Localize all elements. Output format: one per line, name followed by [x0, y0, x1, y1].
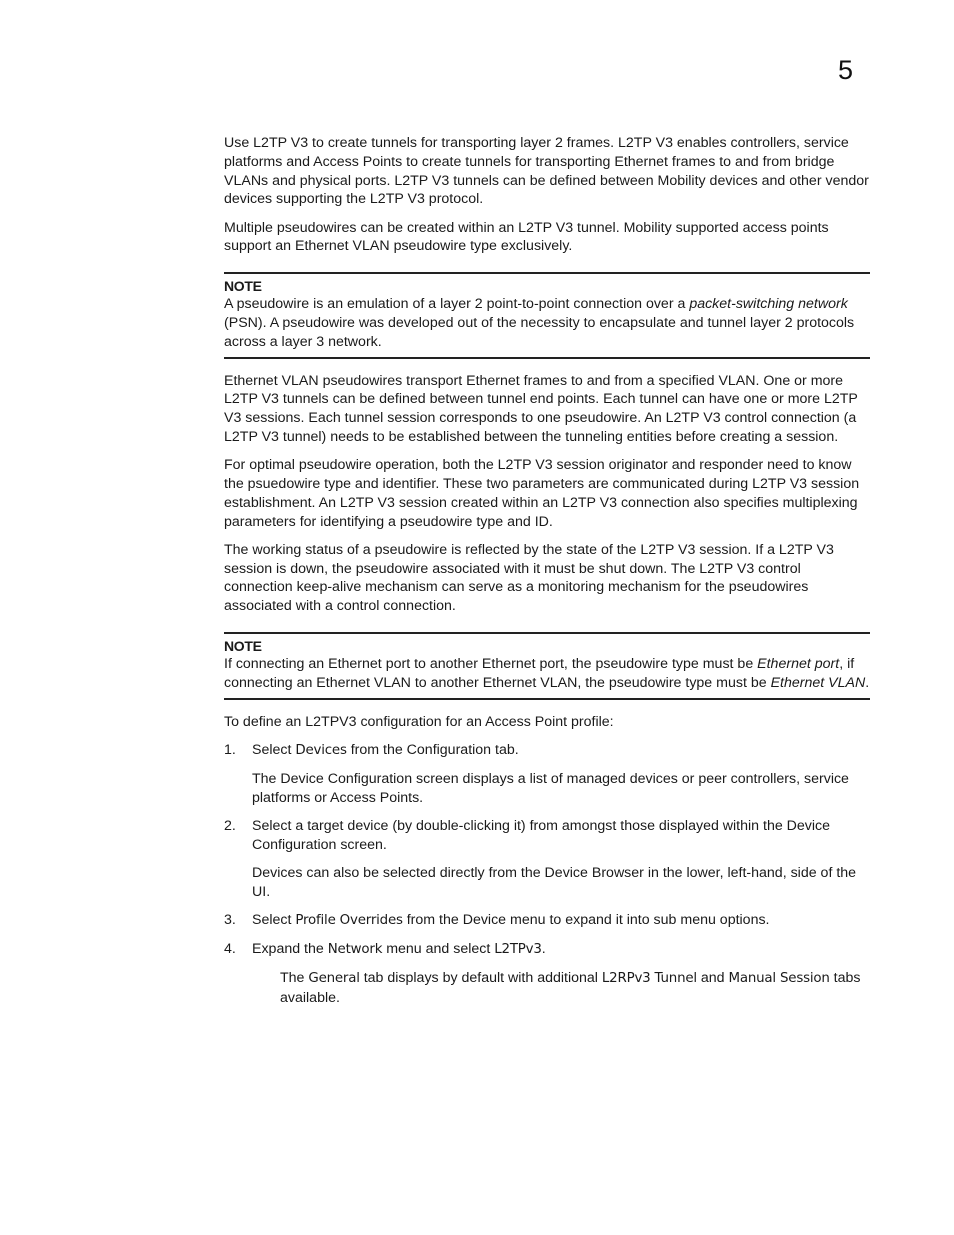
chapter-number: 5 [838, 55, 854, 85]
note-emphasis: packet-switching network [689, 296, 848, 313]
step-number: 1. [224, 741, 236, 758]
note-heading: NOTE [224, 637, 262, 654]
step-2 [224, 817, 870, 855]
step-number: 4. [224, 941, 236, 958]
step-1 [224, 741, 870, 761]
ui-term-profile-overrides: Profile Overrides [295, 912, 403, 928]
ui-term-l2tpv3: L2TPv3 [494, 942, 542, 958]
page-content [224, 134, 870, 1017]
intro-paragraph-1: Use L2TP V3 to create tunnels for transporting layer 2 frames. L2TP V3 enables controllers, service platforms and Access Points to create tunnels for transporting Ethernet frames to and from bridge VLANs and physical ports. L2TP V3 tunnels can be defined between Mobility devices and other vendor devices supporting the L2TP V3 protocol. [224, 135, 869, 208]
ui-term-devices: Devices [295, 742, 347, 758]
step-4 [224, 940, 870, 960]
step-number: 2. [224, 817, 236, 834]
note-text: , if connecting an Ethernet VLAN to another Ethernet VLAN, the pseudowire type must be [224, 655, 855, 691]
note-text: If connecting an Ethernet port to another Ethernet port, the pseudowire type must be [224, 655, 758, 672]
note-body [224, 295, 870, 351]
step-text: Expand the [252, 941, 328, 958]
note-box-pseudowire-type [224, 632, 870, 700]
step-text: Select a target device (by double-clicking it) from amongst those displayed within the Device Configuration screen. [252, 817, 831, 853]
step-number: 3. [224, 911, 236, 928]
step-text: from the Configuration tab. [346, 741, 519, 758]
ui-term-general: General [308, 971, 360, 987]
ui-term-l2rpv3-tunnel: L2RPv3 Tunnel [601, 971, 697, 987]
step-1-detail: The Device Configuration screen displays a list of managed devices or peer controllers, service platforms or Access Points. [252, 770, 849, 806]
note-text: (PSN). A pseudowire was developed out of the necessity to encapsulate and tunnel layer 2 protocols across a layer 3 network. [224, 314, 855, 350]
note-body [224, 655, 870, 693]
step-text: The [280, 970, 309, 987]
note-text: . [865, 674, 870, 691]
note-box-pseudowire [224, 272, 870, 358]
procedure-intro: To define an L2TPV3 configuration for an Access Point profile: [224, 713, 614, 730]
note-text: A pseudowire is an emulation of a layer 2 point-to-point connection over a [224, 296, 690, 313]
step-text: Select [252, 911, 296, 928]
step-text: . [541, 941, 546, 958]
note-heading: NOTE [224, 278, 262, 295]
step-text: menu and select [382, 941, 495, 958]
note-emphasis: Ethernet VLAN [770, 674, 866, 691]
ui-term-network: Network [327, 942, 383, 958]
procedure-steps [224, 741, 870, 1008]
note-emphasis: Ethernet port [757, 655, 840, 672]
step-text: Select [252, 741, 296, 758]
body-paragraph-3: Ethernet VLAN pseudowires transport Ethernet frames to and from a specified VLAN. One or more L2TP V3 tunnels can be defined between tunnel end points. Each tunnel can have one or more L2TP V3 sessions. Each tunnel session corresponds to one pseudowire. An L2TP V3 control connection (a L2TP V3 tunnel) needs to be established between the tunneling entities before creating a session. [224, 372, 858, 445]
step-text: from the Device menu to expand it into sub menu options. [402, 911, 770, 928]
step-text: and [696, 970, 729, 987]
step-text: tab displays by default with additional [359, 970, 602, 987]
ui-term-manual-session: Manual Session [728, 971, 830, 987]
step-4-detail [224, 969, 870, 1008]
body-paragraph-5: The working status of a pseudowire is reflected by the state of the L2TP V3 session. If a L2TP V3 session is down, the pseudowire associated with it must be shut down. The L2TP V3 control connection keep-alive mechanism can serve as a monitoring mechanism for the pseudowires associated with a control connection. [224, 541, 834, 615]
body-paragraph-4: For optimal pseudowire operation, both the L2TP V3 session originator and responder need to know the psuedowire type and identifier. These two parameters are communicated during L2TP V3 session establishment. An L2TP V3 session created within an L2TP V3 connection also specifies multiplexing parameters for identifying a pseudowire type and ID. [224, 457, 860, 530]
step-3 [224, 911, 870, 931]
intro-paragraph-2: Multiple pseudowires can be created within an L2TP V3 tunnel. Mobility supported access points support an Ethernet VLAN pseudowire type exclusively. [224, 219, 829, 255]
step-text: tabs available. [280, 970, 861, 1006]
step-2-detail: Devices can also be selected directly from the Device Browser in the lower, left-hand, side of the UI. [252, 864, 857, 900]
